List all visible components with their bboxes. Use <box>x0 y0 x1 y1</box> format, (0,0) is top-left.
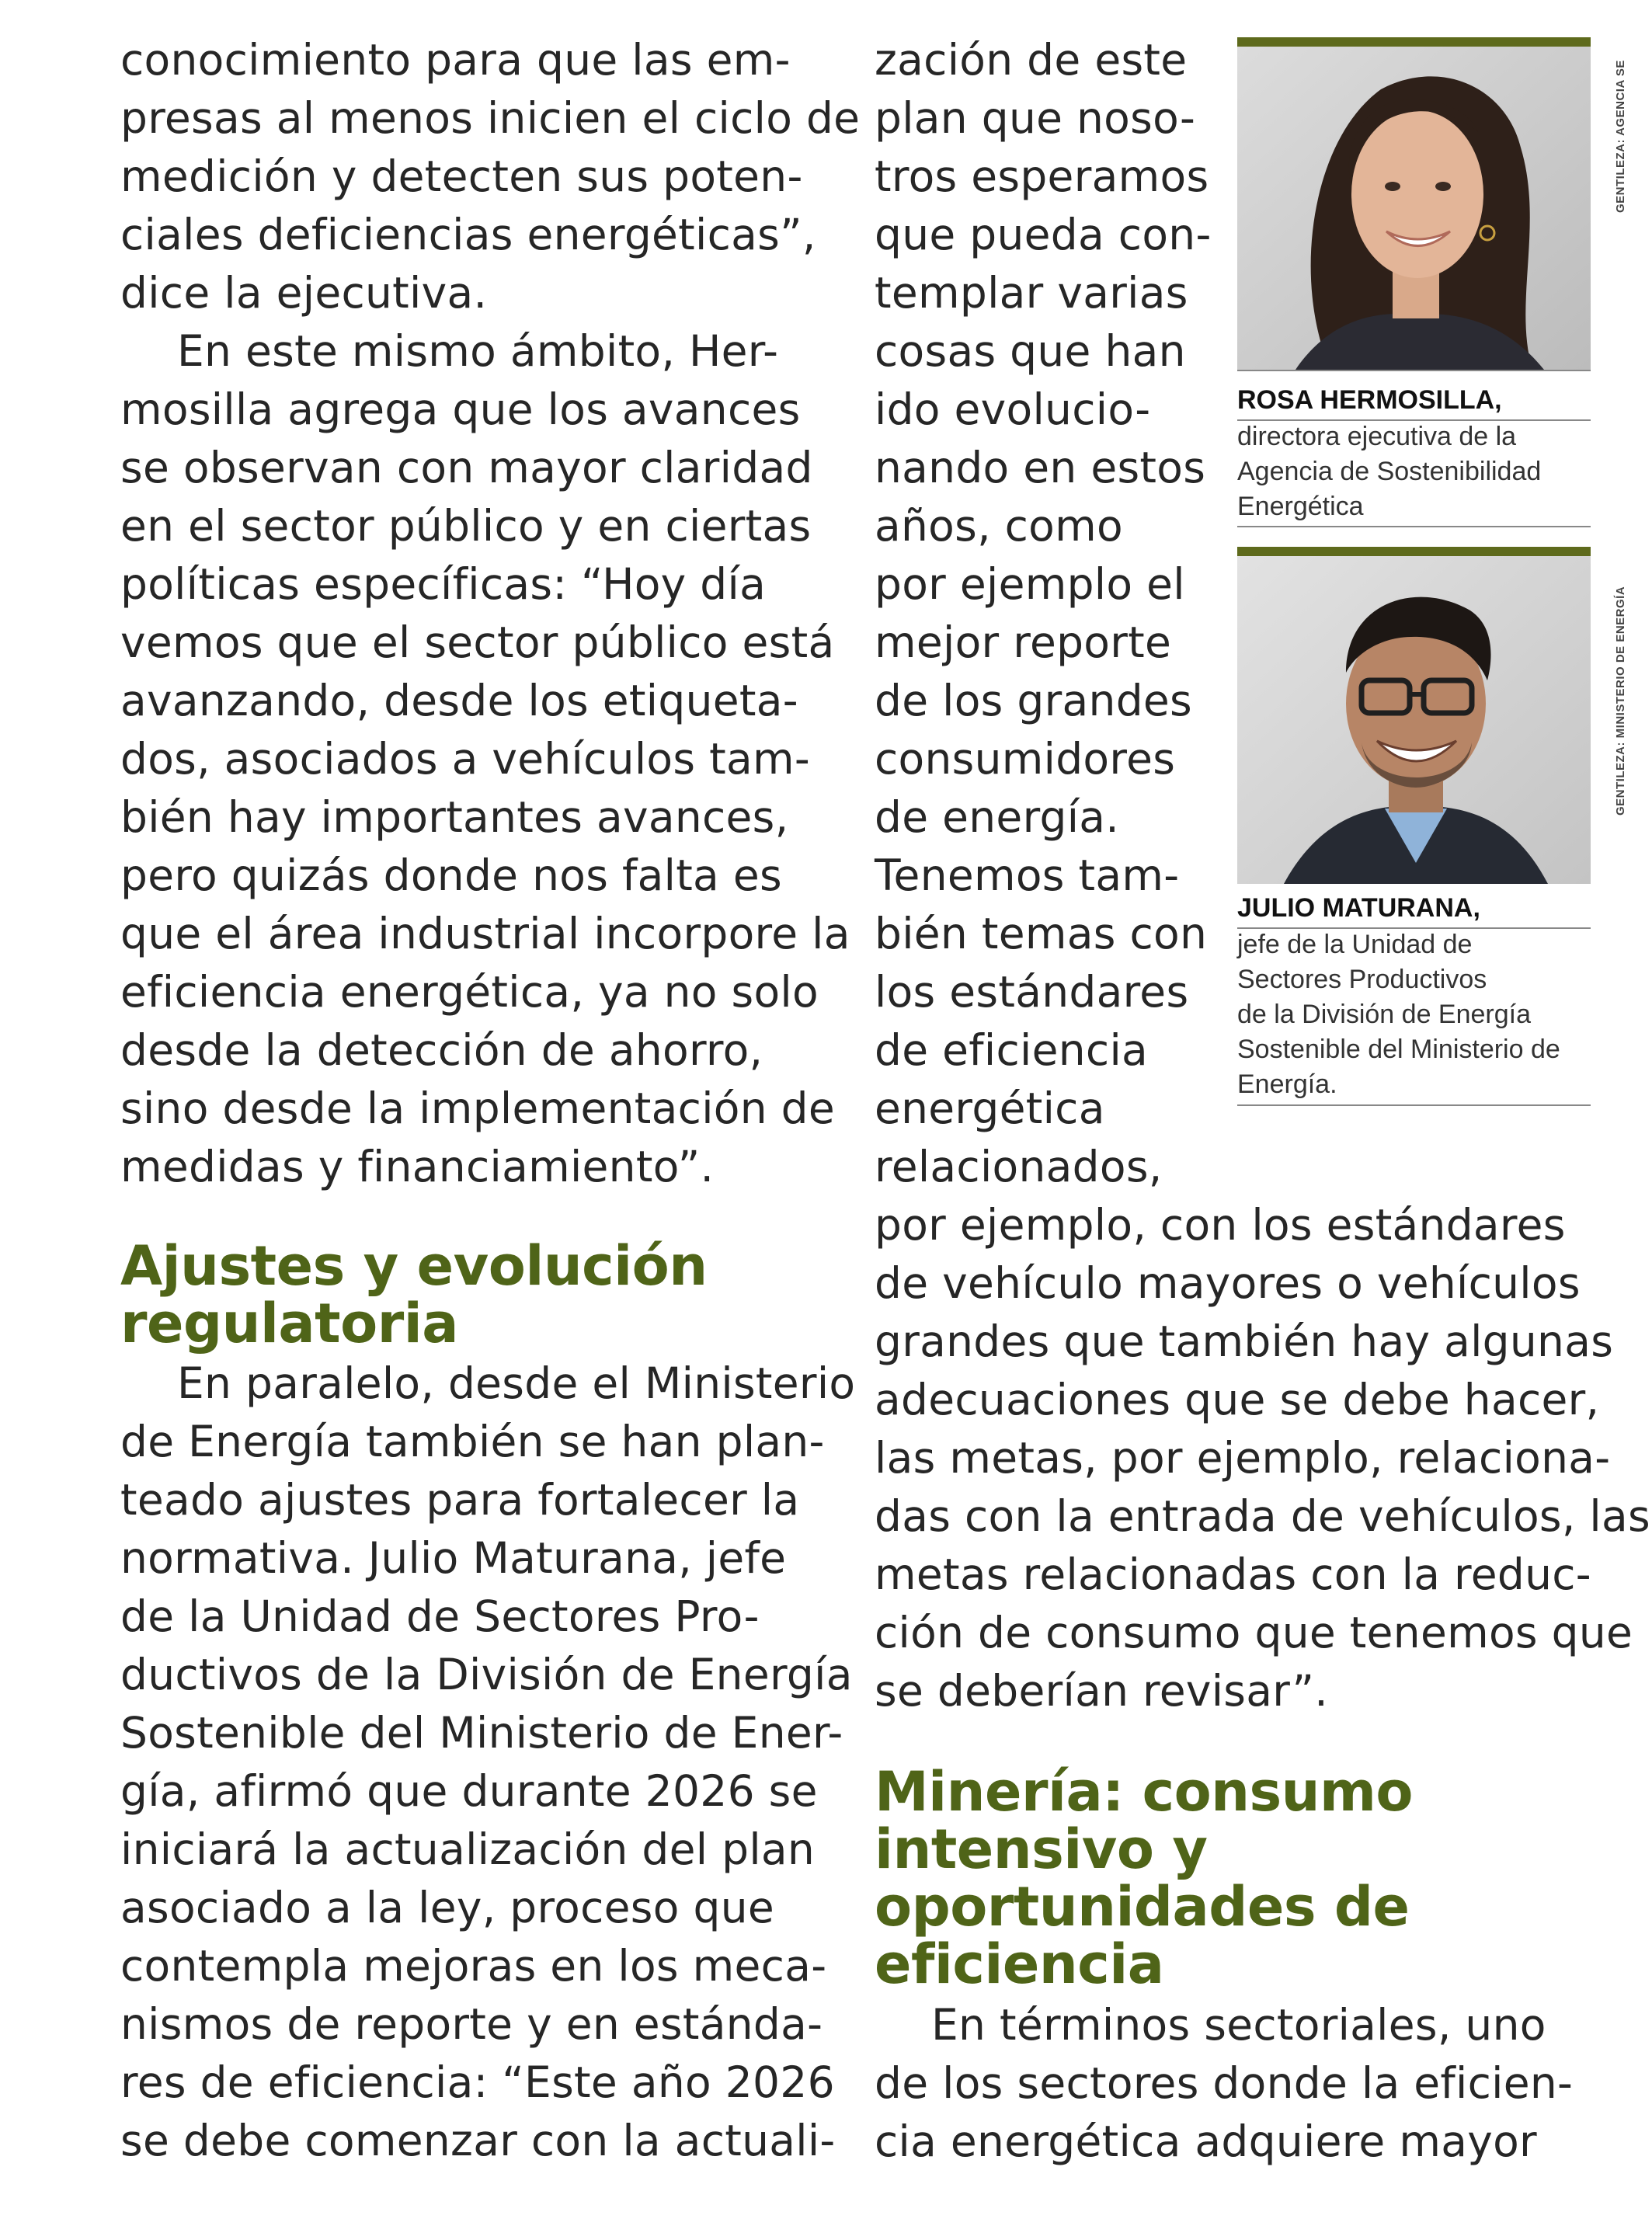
text-line: de vehículo mayores o vehículos <box>875 1258 1581 1308</box>
text-line: energética <box>875 1083 1105 1133</box>
caption-divider <box>1237 419 1591 421</box>
text-line: de energía. <box>875 792 1120 842</box>
caption-divider <box>1237 370 1591 371</box>
heading-line: Ajustes y evolución <box>120 1234 708 1298</box>
text-line: años, como <box>875 501 1123 551</box>
text-line: bién hay importantes avances, <box>120 792 789 842</box>
rosa-hermosilla-photo <box>1237 47 1591 370</box>
heading-line: regulatoria <box>120 1292 458 1355</box>
text-line: bién temas con <box>875 909 1208 958</box>
text-line: En términos sectoriales, uno <box>931 2000 1546 2050</box>
portrait-illustration <box>1237 556 1591 884</box>
caption-name-julio: JULIO MATURANA, <box>1237 893 1480 923</box>
text-line: res de eficiencia: “Este año 2026 <box>120 2057 835 2107</box>
text-line: por ejemplo el <box>875 559 1185 609</box>
text-line: en el sector público y en ciertas <box>120 501 812 551</box>
caption-line: jefe de la Unidad de <box>1237 930 1473 959</box>
text-line: ción de consumo que tenemos que <box>875 1608 1633 1657</box>
text-line: zación de este <box>875 35 1188 85</box>
text-line: ido evolucio- <box>875 384 1151 434</box>
text-line: se observan con mayor claridad <box>120 443 813 492</box>
caption-line: Agencia de Sostenibilidad <box>1237 457 1542 486</box>
text-line: dos, asociados a vehículos tam- <box>120 734 810 784</box>
text-line: de los grandes <box>875 676 1192 725</box>
text-line: de los sectores donde la eficien- <box>875 2058 1574 2108</box>
text-line: nismos de reporte y en estánda- <box>120 1999 823 2049</box>
photo-credit-rosa: GENTILEZA: AGENCIA SE <box>1614 60 1627 213</box>
text-line: conocimiento para que las em- <box>120 35 791 85</box>
text-line: nando en estos <box>875 443 1206 492</box>
text-line: cia energética adquiere mayor <box>875 2116 1537 2166</box>
text-line: se debe comenzar con la actuali- <box>120 2116 836 2165</box>
text-line: pero quizás donde nos falta es <box>120 850 782 900</box>
text-line: ductivos de la División de Energía <box>120 1650 853 1699</box>
text-line: normativa. Julio Maturana, jefe <box>120 1533 787 1583</box>
text-line: que pueda con- <box>875 210 1212 259</box>
text-line: consumidores <box>875 734 1176 784</box>
caption-divider <box>1237 526 1591 527</box>
text-line: políticas específicas: “Hoy día <box>120 559 767 609</box>
heading-line: Minería: consumo <box>875 1760 1414 1824</box>
text-line: por ejemplo, con los estándares <box>875 1200 1566 1250</box>
text-line: sino desde la implementación de <box>120 1083 836 1133</box>
text-line: grandes que también hay algunas <box>875 1316 1614 1366</box>
text-line: templar varias <box>875 268 1188 318</box>
text-line: presas al menos inicien el ciclo de <box>120 93 861 143</box>
text-line: avanzando, desde los etiqueta- <box>120 676 798 725</box>
caption-name-rosa: ROSA HERMOSILLA, <box>1237 385 1502 415</box>
text-line: mejor reporte <box>875 617 1172 667</box>
left-column <box>120 31 861 2206</box>
caption-line: Energía. <box>1237 1070 1337 1099</box>
text-line: adecuaciones que se debe hacer, <box>875 1375 1600 1424</box>
text-line: iniciará la actualización del plan <box>120 1824 816 1874</box>
photo-credit-julio: GENTILEZA: MINISTERIO DE ENERGÍA <box>1614 586 1627 816</box>
caption-line: Sostenible del Ministerio de <box>1237 1035 1560 1064</box>
text-line: de eficiencia <box>875 1025 1149 1075</box>
text-line: tros esperamos <box>875 151 1209 201</box>
text-line: medidas y financiamiento”. <box>120 1142 715 1191</box>
text-line: dice la ejecutiva. <box>120 268 488 318</box>
text-line: se deberían revisar”. <box>875 1666 1329 1716</box>
text-line: los estándares <box>875 967 1189 1017</box>
text-line: Tenemos tam- <box>875 850 1180 900</box>
text-line: desde la detección de ahorro, <box>120 1025 763 1075</box>
caption-line: directora ejecutiva de la <box>1237 422 1517 451</box>
text-line: vemos que el sector público está <box>120 617 835 667</box>
julio-maturana-photo <box>1237 556 1591 884</box>
text-line: gía, afirmó que durante 2026 se <box>120 1766 818 1816</box>
text-line: asociado a la ley, proceso que <box>120 1883 775 1932</box>
portrait-illustration <box>1237 47 1591 370</box>
caption-divider <box>1237 927 1591 929</box>
text-line: ciales deficiencias energéticas”, <box>120 210 816 259</box>
heading-line: eficiencia <box>875 1932 1164 1996</box>
text-line: contempla mejoras en los meca- <box>120 1941 827 1991</box>
heading-line: intensivo y <box>875 1817 1208 1881</box>
text-line: relacionados, <box>875 1142 1163 1191</box>
text-line: plan que noso- <box>875 93 1196 143</box>
text-line: las metas, por ejemplo, relaciona- <box>875 1433 1611 1483</box>
caption-divider <box>1237 1104 1591 1106</box>
text-line: medición y detecten sus poten- <box>120 151 803 201</box>
text-line: que el área industrial incorpore la <box>120 909 850 958</box>
text-line: eficiencia energética, ya no solo <box>120 967 819 1017</box>
caption-line: Sectores Productivos <box>1237 965 1487 994</box>
text-line: Sostenible del Ministerio de Ener- <box>120 1708 843 1758</box>
text-line: das con la entrada de vehículos, las <box>875 1491 1650 1541</box>
text-line: teado ajustes para fortalecer la <box>120 1475 800 1525</box>
text-line: En este mismo ámbito, Her- <box>177 326 779 376</box>
text-line: de Energía también se han plan- <box>120 1417 825 1466</box>
text-line: mosilla agrega que los avances <box>120 384 801 434</box>
caption-line: de la División de Energía <box>1237 1000 1532 1029</box>
text-line: cosas que han <box>875 326 1186 376</box>
heading-line: oportunidades de <box>875 1875 1410 1939</box>
text-line: de la Unidad de Sectores Pro- <box>120 1591 760 1641</box>
text-line: En paralelo, desde el Ministerio <box>177 1358 856 1408</box>
text-line: metas relacionadas con la reduc- <box>875 1550 1591 1599</box>
caption-line: Energética <box>1237 492 1364 521</box>
photo-accent-bar <box>1237 37 1591 47</box>
photo-accent-bar <box>1237 547 1591 556</box>
